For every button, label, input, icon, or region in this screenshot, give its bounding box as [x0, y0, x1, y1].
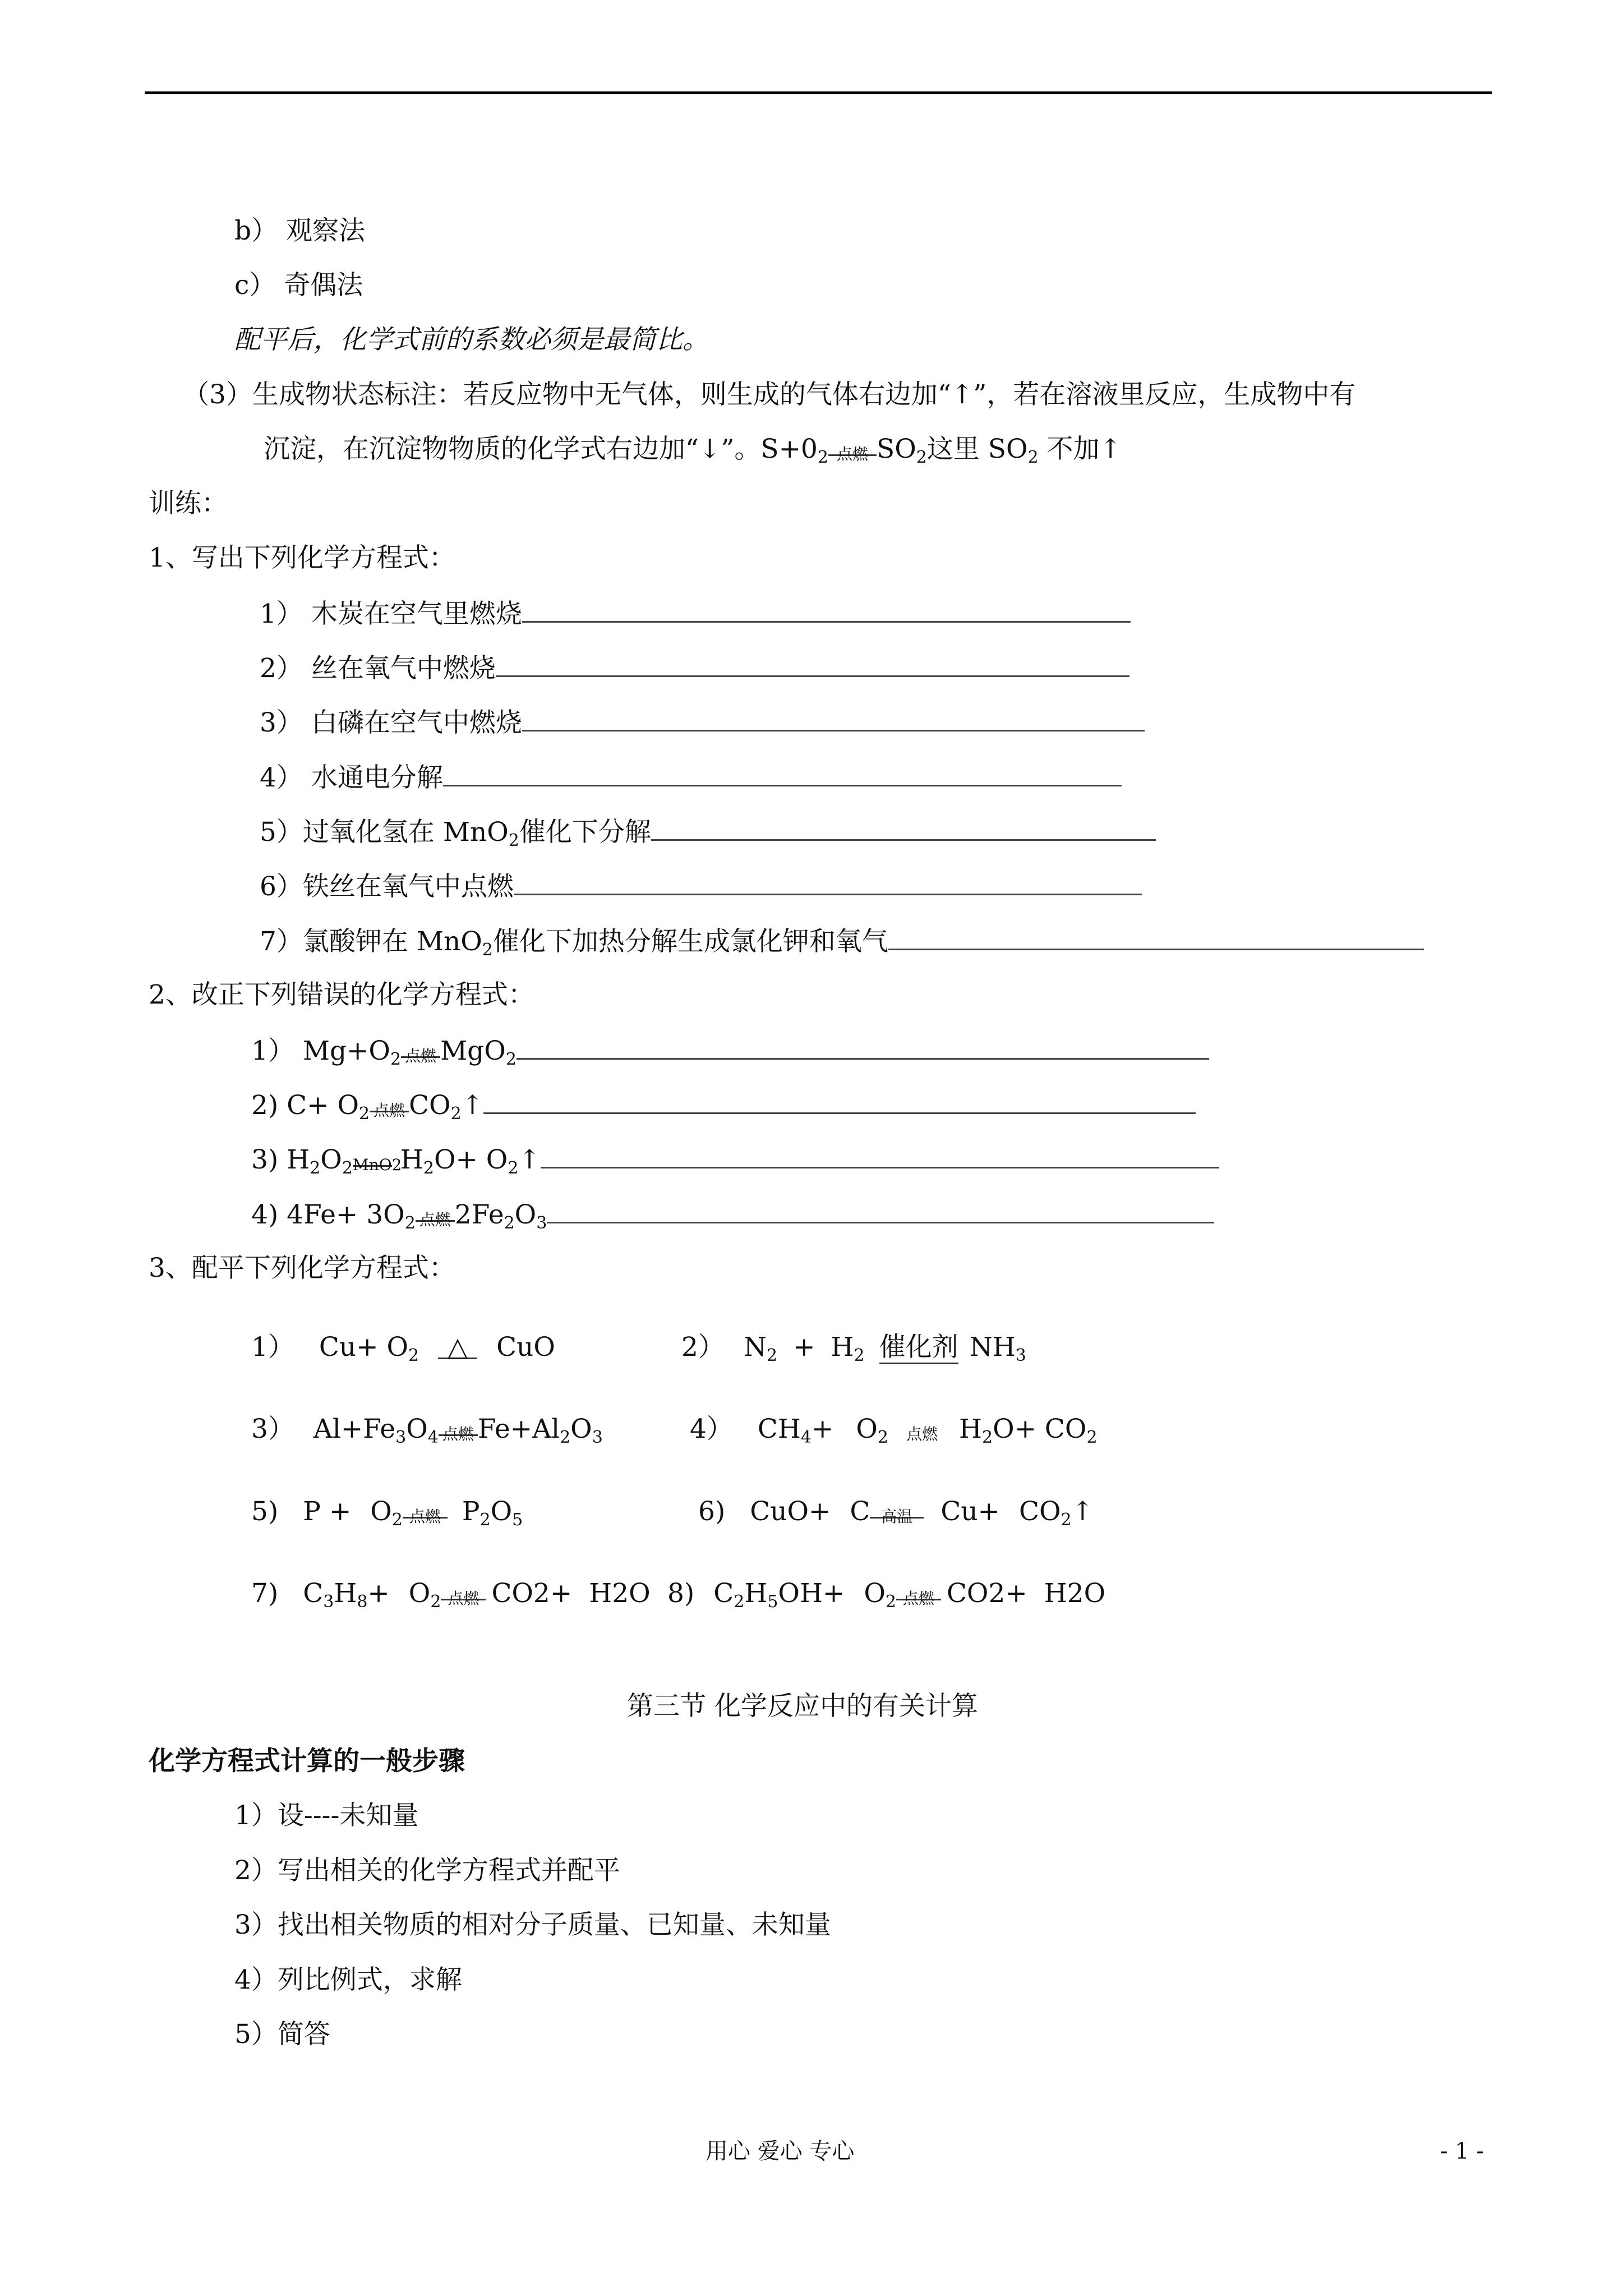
- step-5: 5）简答: [234, 2019, 330, 2050]
- steps-title: 化学方程式计算的一般步骤: [149, 1746, 465, 1777]
- answer-blank[interactable]: [547, 1197, 1214, 1223]
- q2-item-3: 3) $H_2O_2$ MnO2 $H_2O+$ $O_2↑$: [251, 1142, 1219, 1177]
- training-label: 训练：: [149, 488, 228, 519]
- q3-eq-6: 6) CuO+ C 高温 $Cu+ CO_2↑$: [698, 1496, 1094, 1530]
- q1-item-7: 7）氯酸钾在 MnO$_2$催化下加热分解生成氯化钾和氧气: [260, 924, 1424, 959]
- q1-title: 1、写出下列化学方程式：: [149, 542, 455, 573]
- step-1: 1）设----未知量: [234, 1800, 419, 1831]
- q3-eq-2: 2） $N_2 + H_2$ 催化剂 $NH_3$: [681, 1332, 1026, 1365]
- subscript: 2: [817, 448, 829, 467]
- q1-item-5: 5）过氧化氢在 MnO$_2$催化下分解: [260, 815, 1156, 849]
- section-title: 第三节 化学反应中的有关计算: [627, 1691, 978, 1722]
- q2-title: 2、改正下列错误的化学方程式：: [149, 979, 534, 1010]
- answer-blank[interactable]: [517, 1033, 1209, 1060]
- q1-item-3: 3） 白磷在空气中燃烧: [260, 705, 1145, 740]
- state-rule-end: 不加↑: [1038, 434, 1122, 464]
- step-4: 4）列比例式，求解: [234, 1964, 462, 1995]
- footer-motto: 用心 爱心 专心: [706, 2138, 855, 2164]
- q3-eq-8: 8) $C_2H_5OH+ O_2$ 点燃 CO2+ H2O: [667, 1578, 1106, 1612]
- q3-eq-3: 3） $Al+Fe_3O_4$ 点燃 $Fe+Al_2O_3$: [251, 1414, 603, 1447]
- q2-item-2: 2) $C+ O_2$ 点燃 $CO_2↑$: [251, 1088, 1196, 1122]
- method-b: b） 观察法: [234, 215, 366, 246]
- answer-blank[interactable]: [496, 651, 1129, 677]
- answer-blank[interactable]: [514, 869, 1142, 895]
- q1-item-2: 2） 丝在氧气中燃烧: [260, 651, 1129, 685]
- q1-item-4: 4） 水通电分解: [260, 760, 1122, 795]
- q2-item-1: 1） $Mg+O_2$ 点燃 MgO$_2$: [251, 1033, 1209, 1068]
- page-number: - 1 -: [1440, 2138, 1484, 2164]
- q3-eq-5: 5) $P + O_2$ 点燃 $P_2O_5$: [251, 1496, 523, 1530]
- q2-item-4: 4) $4Fe+ 3O_2$ 点燃 $2Fe_2O_3$: [251, 1197, 1214, 1232]
- answer-blank[interactable]: [443, 760, 1122, 786]
- balancing-note: 配平后，化学式前的系数必须是最简比。: [234, 324, 709, 355]
- answer-blank[interactable]: [522, 705, 1145, 731]
- state-rule-line1: （3）生成物状态标注：若反应物中无气体，则生成的气体右边加“↑”，若在溶液里反应，生成物中有: [183, 379, 1356, 410]
- answer-blank[interactable]: [541, 1142, 1219, 1168]
- answer-blank[interactable]: [888, 924, 1424, 950]
- step-3: 3）找出相关物质的相对分子质量、已知量、未知量: [234, 1910, 831, 1940]
- answer-blank[interactable]: [483, 1088, 1196, 1114]
- q3-title: 3、配平下列化学方程式：: [149, 1253, 455, 1283]
- method-c: c） 奇偶法: [234, 270, 363, 301]
- state-rule-text2: 这里 SO: [926, 434, 1028, 464]
- q3-eq-1: 1） $Cu+ O_2$ △ CuO: [251, 1332, 555, 1365]
- step-2: 2）写出相关的化学方程式并配平: [234, 1855, 620, 1886]
- state-rule-line2: 沉淀，在沉淀物物质的化学式右边加“↓”。$S+0_2$ 点燃 $SO_2$这里 $SO_2$ 不加↑: [264, 434, 1122, 467]
- q1-item-6: 6）铁丝在氧气中点燃: [260, 869, 1142, 904]
- q1-item-1: 1） 木炭在空气里燃烧: [260, 596, 1131, 631]
- answer-blank[interactable]: [651, 815, 1156, 841]
- catalyst-condition: 催化剂: [879, 1332, 958, 1364]
- heat-triangle-icon: △: [438, 1331, 477, 1359]
- q3-eq-7: 7) $C_3H_8+ O_2$ 点燃 CO2+ H2O: [251, 1578, 651, 1612]
- state-rule-text: 沉淀，在沉淀物物质的化学式右边加“↓”。S+0: [264, 434, 818, 464]
- condition-label: 点燃: [837, 445, 869, 463]
- header-rule: [145, 91, 1492, 94]
- answer-blank[interactable]: [522, 596, 1131, 623]
- q3-eq-4: 4） $CH_4+ O_2$ 点燃 $H_2O+ CO_2$: [690, 1414, 1098, 1447]
